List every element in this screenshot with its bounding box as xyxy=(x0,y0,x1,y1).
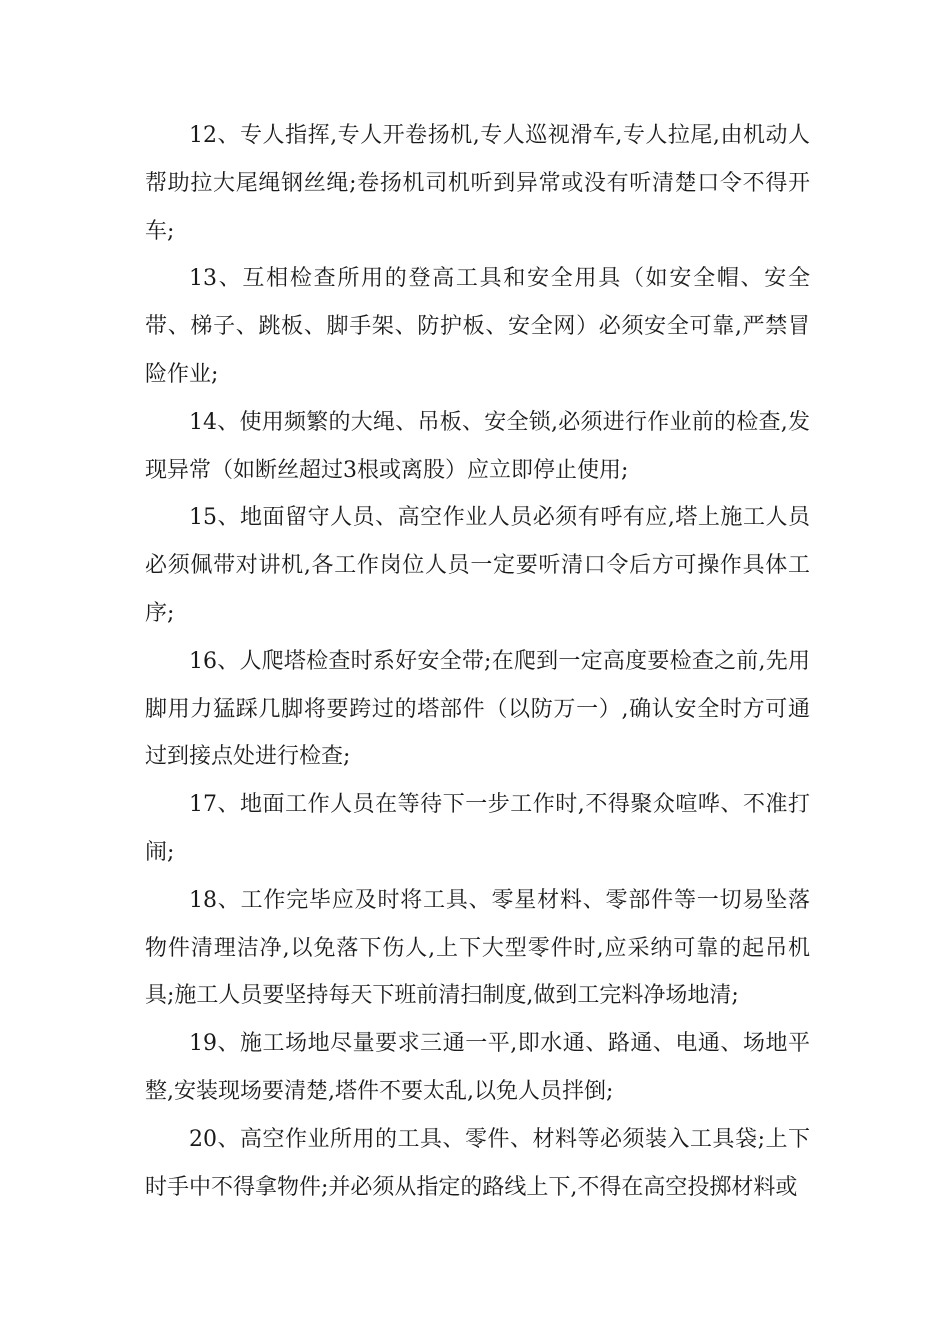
paragraph-16: 16、人爬塔检查时系好安全带;在爬到一定高度要检查之前,先用脚用力猛踩几脚将要跨过的塔部件（以防万一）,确认安全时方可通过到接点处进行检查; xyxy=(145,648,810,770)
paragraph-12: 12、专人指挥,专人开卷扬机,专人巡视滑车,专人拉尾,由机动人帮助拉大尾绳钢丝绳;卷扬机司机听到异常或没有听清楚口令不得开车; xyxy=(145,123,810,244)
paragraph-14: 14、使用频繁的大绳、吊板、安全锁,必须进行作业前的检查,发现异常（如断丝超过3根或离股）应立即停止使用; xyxy=(145,409,810,483)
paragraph-13: 13、互相检查所用的登高工具和安全用具（如安全帽、安全带、梯子、跳板、脚手架、防护板、安全网）必须安全可靠,严禁冒险作业; xyxy=(145,266,810,387)
paragraph-15: 15、地面留守人员、高空作业人员必须有呼有应,塔上施工人员必须佩带对讲机,各工作岗位人员一定要听清口令后方可操作具体工序; xyxy=(145,505,810,626)
paragraph-20: 20、高空作业所用的工具、零件、材料等必须装入工具袋;上下时手中不得拿物件;并必须从指定的路线上下,不得在高空投掷材料或 xyxy=(145,1126,810,1200)
paragraph-18: 18、工作完毕应及时将工具、零星材料、零部件等一切易坠落物件清理洁净,以免落下伤人,上下大型零件时,应采纳可靠的起吊机具;施工人员要坚持每天下班前清扫制度,做到工完料净场地清; xyxy=(145,887,810,1009)
paragraph-17: 17、地面工作人员在等待下一步工作时,不得聚众喧哗、不准打闹; xyxy=(145,792,810,865)
paragraph-19: 19、施工场地尽量要求三通一平,即水通、路通、电通、场地平整,安装现场要清楚,塔件不要太乱,以免人员拌倒; xyxy=(145,1031,810,1104)
document-body xyxy=(145,112,810,1211)
